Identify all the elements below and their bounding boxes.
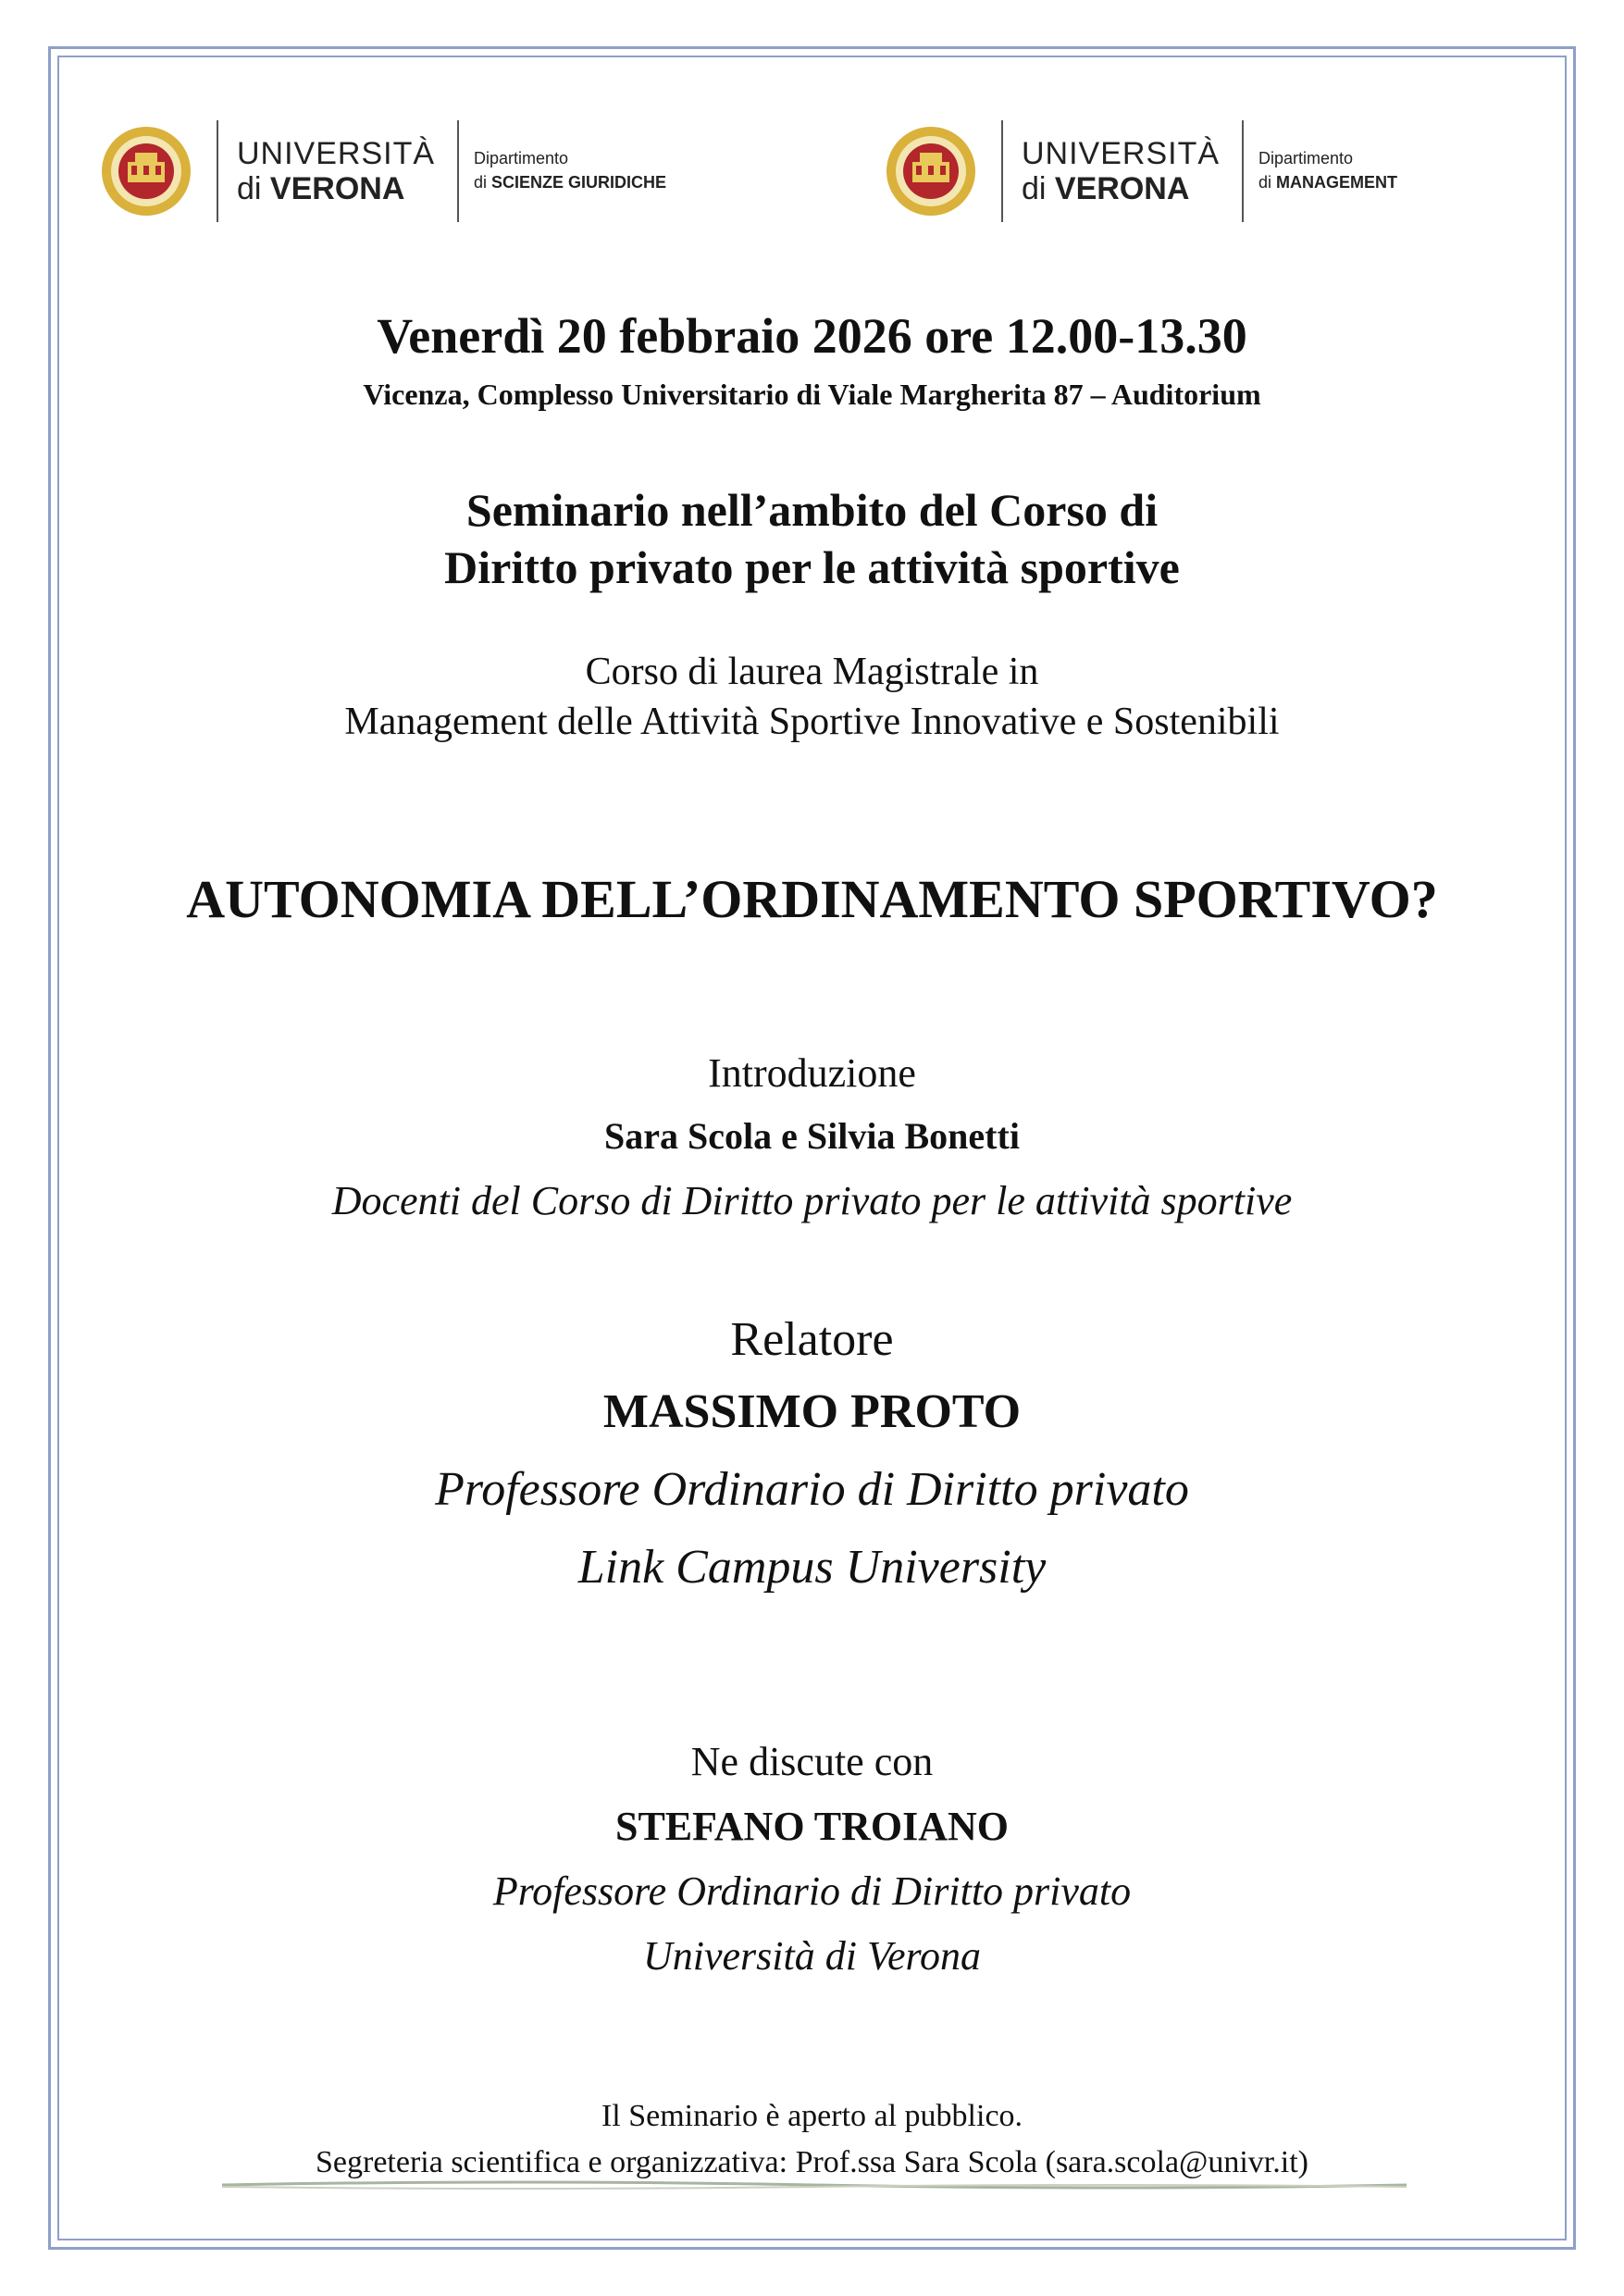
logo-divider <box>457 120 459 222</box>
university-seal-icon <box>885 125 977 217</box>
event-location: Vicenza, Complesso Universitario di Viale Margherita 87 – Auditorium <box>363 378 1261 411</box>
university-city: di VERONA <box>237 171 405 206</box>
discussant-label: Ne discute con <box>690 1739 934 1784</box>
speaker-role: Professore Ordinario di Diritto privato <box>435 1463 1189 1516</box>
department-label: Dipartimento <box>474 149 569 168</box>
event-date-time: Venerdì 20 febbraio 2026 ore 12.00-13.30 <box>377 308 1247 364</box>
seminar-line-1: Seminario nell’ambito del Corso di <box>465 484 1159 536</box>
footer-public-note: Il Seminario è aperto al pubblico. <box>601 2099 1023 2133</box>
logo-divider <box>217 120 218 222</box>
footer-secretariat: Segreteria scientifica e organizzativa: Prof.ssa Sara Scola (sara.scola@univr.it) <box>316 2145 1308 2179</box>
speaker-label: Relatore <box>730 1313 894 1366</box>
speaker-affiliation: Link Campus University <box>577 1541 1047 1594</box>
speaker-name: MASSIMO PROTO <box>602 1385 1022 1438</box>
logo-scienze-giuridiche <box>100 116 748 227</box>
footer-ornament <box>222 2178 1407 2191</box>
university-name: UNIVERSITÀ <box>237 136 436 171</box>
course-line-2: Management delle Attività Sportive Innovative e Sostenibili <box>344 701 1280 743</box>
discussant-affiliation: Università di Verona <box>643 1933 981 1979</box>
introduction-role: Docenti del Corso di Diritto privato per le attività sportive <box>331 1178 1293 1223</box>
seminar-line-2: Diritto privato per le attività sportive <box>444 541 1180 593</box>
course-line-1: Corso di laurea Magistrale in <box>585 651 1039 693</box>
introduction-label: Introduzione <box>708 1050 916 1096</box>
department-name: di SCIENZE GIURIDICHE <box>474 173 667 192</box>
department-label: Dipartimento <box>1258 149 1354 168</box>
introduction-names: Sara Scola e Silvia Bonetti <box>604 1115 1020 1157</box>
seminar-title: AUTONOMIA DELL’ORDINAMENTO SPORTIVO? <box>186 869 1438 929</box>
discussant-role: Professore Ordinario di Diritto privato <box>492 1868 1132 1914</box>
logo-divider <box>1001 120 1003 222</box>
logo-divider <box>1242 120 1244 222</box>
logo-management <box>885 116 1477 227</box>
university-city: di VERONA <box>1022 171 1190 206</box>
university-name: UNIVERSITÀ <box>1022 136 1221 171</box>
university-seal-icon <box>100 125 192 217</box>
department-name: di MANAGEMENT <box>1258 173 1398 192</box>
discussant-name: STEFANO TROIANO <box>614 1804 1009 1849</box>
